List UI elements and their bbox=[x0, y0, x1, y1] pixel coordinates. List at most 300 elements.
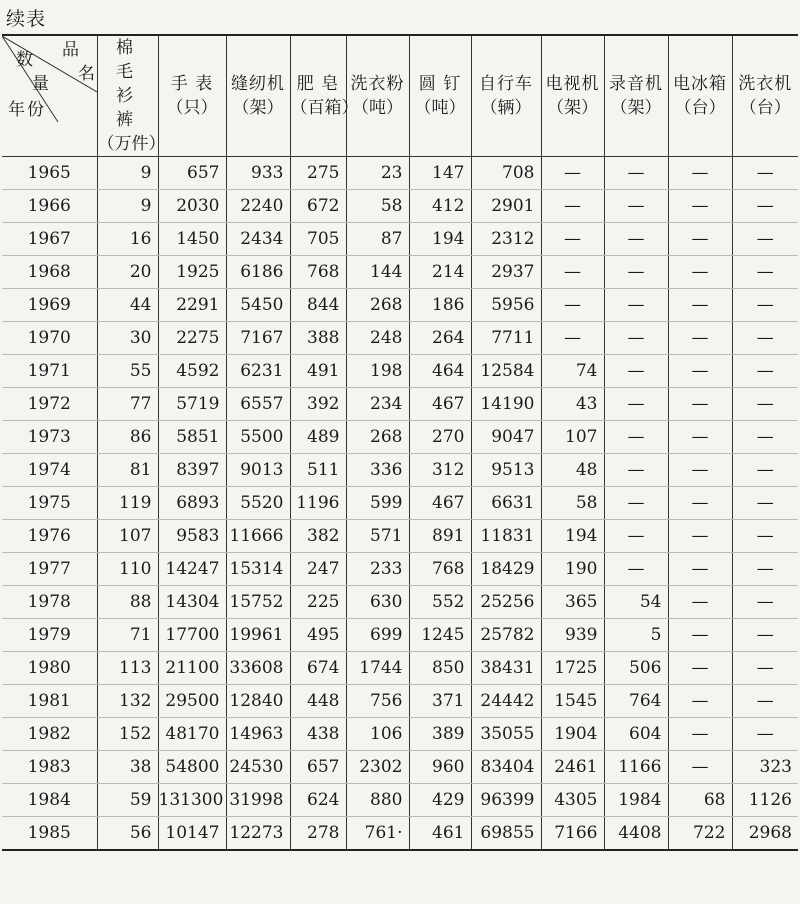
value-cell: — bbox=[668, 586, 732, 619]
value-cell: 214 bbox=[409, 256, 471, 289]
value-cell: — bbox=[732, 355, 798, 388]
value-cell: 2461 bbox=[541, 751, 604, 784]
col-name: 洗衣机 bbox=[738, 74, 793, 94]
value-cell: 674 bbox=[290, 652, 346, 685]
value-cell: 933 bbox=[226, 157, 290, 190]
table-header bbox=[2, 35, 798, 157]
value-cell: 4592 bbox=[158, 355, 226, 388]
value-cell: 194 bbox=[541, 520, 604, 553]
value-cell: 6557 bbox=[226, 388, 290, 421]
value-cell: — bbox=[541, 289, 604, 322]
value-cell: — bbox=[732, 157, 798, 190]
value-cell: 44 bbox=[97, 289, 158, 322]
col-unit: （架） bbox=[547, 98, 598, 118]
value-cell: 264 bbox=[409, 322, 471, 355]
value-cell: 86 bbox=[97, 421, 158, 454]
corner-label-year: 年份 bbox=[8, 100, 46, 120]
table-row bbox=[2, 454, 798, 487]
value-cell: 58 bbox=[346, 190, 409, 223]
value-cell: 2312 bbox=[471, 223, 541, 256]
value-cell: — bbox=[732, 388, 798, 421]
col-name: 电冰箱 bbox=[673, 74, 727, 94]
value-cell: 939 bbox=[541, 619, 604, 652]
value-cell: — bbox=[668, 256, 732, 289]
value-cell: 9583 bbox=[158, 520, 226, 553]
value-cell: — bbox=[668, 487, 732, 520]
value-cell: — bbox=[604, 553, 668, 586]
year-cell: 1970 bbox=[2, 322, 97, 355]
value-cell: — bbox=[604, 487, 668, 520]
value-cell: 19961 bbox=[226, 619, 290, 652]
value-cell: 6893 bbox=[158, 487, 226, 520]
value-cell: 18429 bbox=[471, 553, 541, 586]
table-caption: 续表 bbox=[6, 8, 47, 30]
year-cell: 1982 bbox=[2, 718, 97, 751]
value-cell: 190 bbox=[541, 553, 604, 586]
value-cell: 15314 bbox=[226, 553, 290, 586]
value-cell: 81 bbox=[97, 454, 158, 487]
table-body bbox=[2, 157, 798, 850]
value-cell: 2275 bbox=[158, 322, 226, 355]
corner-label-pin: 品 bbox=[62, 40, 79, 60]
value-cell: 38 bbox=[97, 751, 158, 784]
value-cell: 68 bbox=[668, 784, 732, 817]
value-cell: 464 bbox=[409, 355, 471, 388]
value-cell: 119 bbox=[97, 487, 158, 520]
value-cell: — bbox=[732, 454, 798, 487]
table-row bbox=[2, 157, 798, 190]
value-cell: 225 bbox=[290, 586, 346, 619]
table-row bbox=[2, 487, 798, 520]
value-cell: 699 bbox=[346, 619, 409, 652]
table-row bbox=[2, 652, 798, 685]
value-cell: 1450 bbox=[158, 223, 226, 256]
value-cell: 152 bbox=[97, 718, 158, 751]
corner-label-ming: 名 bbox=[78, 64, 95, 84]
value-cell: 1166 bbox=[604, 751, 668, 784]
value-cell: 7166 bbox=[541, 817, 604, 850]
table-row bbox=[2, 256, 798, 289]
year-cell: 1966 bbox=[2, 190, 97, 223]
col-name: 电视机 bbox=[545, 74, 600, 94]
table-row bbox=[2, 322, 798, 355]
value-cell: 365 bbox=[541, 586, 604, 619]
value-cell: 83404 bbox=[471, 751, 541, 784]
value-cell: 48170 bbox=[158, 718, 226, 751]
value-cell: 2240 bbox=[226, 190, 290, 223]
value-cell: 113 bbox=[97, 652, 158, 685]
value-cell: 278 bbox=[290, 817, 346, 850]
value-cell: 657 bbox=[158, 157, 226, 190]
value-cell: 268 bbox=[346, 421, 409, 454]
table-row bbox=[2, 421, 798, 454]
value-cell: 2968 bbox=[732, 817, 798, 850]
table-row bbox=[2, 223, 798, 256]
year-cell: 1968 bbox=[2, 256, 97, 289]
value-cell: — bbox=[668, 685, 732, 718]
value-cell: — bbox=[732, 289, 798, 322]
value-cell: 389 bbox=[409, 718, 471, 751]
value-cell: — bbox=[668, 289, 732, 322]
col-name: 圆 钉 bbox=[418, 74, 462, 94]
value-cell: 552 bbox=[409, 586, 471, 619]
value-cell: 708 bbox=[471, 157, 541, 190]
value-cell: — bbox=[604, 322, 668, 355]
value-cell: 4408 bbox=[604, 817, 668, 850]
value-cell: 1545 bbox=[541, 685, 604, 718]
value-cell: 1925 bbox=[158, 256, 226, 289]
value-cell: 20 bbox=[97, 256, 158, 289]
col-name: 肥 皂 bbox=[296, 74, 340, 94]
value-cell: 17700 bbox=[158, 619, 226, 652]
value-cell: 761· bbox=[346, 817, 409, 850]
value-cell: 1725 bbox=[541, 652, 604, 685]
col-name: 缝纫机 bbox=[231, 74, 285, 94]
value-cell: 24442 bbox=[471, 685, 541, 718]
col-name: 手 表 bbox=[170, 74, 214, 94]
value-cell: 29500 bbox=[158, 685, 226, 718]
value-cell: 77 bbox=[97, 388, 158, 421]
value-cell: 48 bbox=[541, 454, 604, 487]
value-cell: 2901 bbox=[471, 190, 541, 223]
value-cell: 248 bbox=[346, 322, 409, 355]
value-cell: — bbox=[668, 751, 732, 784]
value-cell: 2937 bbox=[471, 256, 541, 289]
header-row bbox=[2, 35, 798, 157]
col-header-refrigerator bbox=[668, 35, 732, 157]
value-cell: 10147 bbox=[158, 817, 226, 850]
col-header-tape-recorder bbox=[604, 35, 668, 157]
value-cell: 58 bbox=[541, 487, 604, 520]
value-cell: 11666 bbox=[226, 520, 290, 553]
value-cell: — bbox=[732, 223, 798, 256]
value-cell: 630 bbox=[346, 586, 409, 619]
value-cell: — bbox=[732, 586, 798, 619]
year-cell: 1976 bbox=[2, 520, 97, 553]
value-cell: 722 bbox=[668, 817, 732, 850]
value-cell: — bbox=[732, 685, 798, 718]
value-cell: 54800 bbox=[158, 751, 226, 784]
year-cell: 1981 bbox=[2, 685, 97, 718]
value-cell: 14963 bbox=[226, 718, 290, 751]
value-cell: — bbox=[732, 487, 798, 520]
table-row bbox=[2, 619, 798, 652]
value-cell: 506 bbox=[604, 652, 668, 685]
value-cell: 14304 bbox=[158, 586, 226, 619]
col-name: 棉毛衫裤 bbox=[115, 38, 139, 130]
value-cell: 59 bbox=[97, 784, 158, 817]
value-cell: 461 bbox=[409, 817, 471, 850]
value-cell: — bbox=[541, 190, 604, 223]
year-cell: 1965 bbox=[2, 157, 97, 190]
col-unit: （吨） bbox=[352, 98, 403, 118]
value-cell: 12584 bbox=[471, 355, 541, 388]
value-cell: 412 bbox=[409, 190, 471, 223]
col-header-detergent bbox=[346, 35, 409, 157]
value-cell: 5851 bbox=[158, 421, 226, 454]
value-cell: 571 bbox=[346, 520, 409, 553]
corner-label-shu: 数 bbox=[16, 50, 33, 70]
value-cell: 604 bbox=[604, 718, 668, 751]
value-cell: 764 bbox=[604, 685, 668, 718]
col-header-sewing-machine bbox=[226, 35, 290, 157]
value-cell: 429 bbox=[409, 784, 471, 817]
value-cell: — bbox=[668, 619, 732, 652]
col-unit: （辆） bbox=[480, 98, 532, 118]
value-cell: 392 bbox=[290, 388, 346, 421]
col-unit: （架） bbox=[232, 98, 284, 118]
value-cell: 2302 bbox=[346, 751, 409, 784]
value-cell: 1245 bbox=[409, 619, 471, 652]
value-cell: — bbox=[732, 652, 798, 685]
value-cell: 850 bbox=[409, 652, 471, 685]
year-cell: 1983 bbox=[2, 751, 97, 784]
value-cell: 198 bbox=[346, 355, 409, 388]
value-cell: 131300 bbox=[158, 784, 226, 817]
value-cell: 247 bbox=[290, 553, 346, 586]
value-cell: 323 bbox=[732, 751, 798, 784]
value-cell: 467 bbox=[409, 388, 471, 421]
value-cell: 132 bbox=[97, 685, 158, 718]
table-row bbox=[2, 586, 798, 619]
value-cell: — bbox=[668, 190, 732, 223]
value-cell: 467 bbox=[409, 487, 471, 520]
value-cell: 1126 bbox=[732, 784, 798, 817]
col-name: 洗衣粉 bbox=[350, 74, 405, 94]
table-row bbox=[2, 388, 798, 421]
value-cell: 8397 bbox=[158, 454, 226, 487]
value-cell: — bbox=[732, 190, 798, 223]
value-cell: — bbox=[604, 223, 668, 256]
value-cell: 880 bbox=[346, 784, 409, 817]
value-cell: — bbox=[732, 520, 798, 553]
value-cell: 110 bbox=[97, 553, 158, 586]
col-header-nails bbox=[409, 35, 471, 157]
value-cell: 14190 bbox=[471, 388, 541, 421]
value-cell: — bbox=[541, 322, 604, 355]
value-cell: — bbox=[541, 157, 604, 190]
value-cell: — bbox=[668, 388, 732, 421]
table-row bbox=[2, 520, 798, 553]
value-cell: 74 bbox=[541, 355, 604, 388]
value-cell: — bbox=[668, 223, 732, 256]
value-cell: — bbox=[604, 454, 668, 487]
value-cell: 5500 bbox=[226, 421, 290, 454]
table-row bbox=[2, 718, 798, 751]
value-cell: 15752 bbox=[226, 586, 290, 619]
value-cell: 194 bbox=[409, 223, 471, 256]
col-header-cotton-underwear bbox=[97, 35, 166, 157]
table-row bbox=[2, 751, 798, 784]
col-header-washing-machine bbox=[732, 35, 798, 157]
value-cell: 25782 bbox=[471, 619, 541, 652]
table-row bbox=[2, 553, 798, 586]
value-cell: 268 bbox=[346, 289, 409, 322]
value-cell: 23 bbox=[346, 157, 409, 190]
value-cell: — bbox=[732, 322, 798, 355]
col-unit: （万件） bbox=[97, 134, 166, 154]
value-cell: 144 bbox=[346, 256, 409, 289]
col-unit: （百箱） bbox=[290, 98, 359, 118]
production-statistics-table bbox=[2, 34, 798, 851]
value-cell: 657 bbox=[290, 751, 346, 784]
value-cell: 186 bbox=[409, 289, 471, 322]
value-cell: — bbox=[604, 421, 668, 454]
col-name: 录音机 bbox=[609, 74, 663, 94]
value-cell: 55 bbox=[97, 355, 158, 388]
value-cell: — bbox=[541, 223, 604, 256]
value-cell: 489 bbox=[290, 421, 346, 454]
value-cell: — bbox=[541, 256, 604, 289]
col-unit: （只） bbox=[166, 98, 218, 118]
value-cell: 9 bbox=[97, 157, 158, 190]
value-cell: 12840 bbox=[226, 685, 290, 718]
value-cell: 371 bbox=[409, 685, 471, 718]
table-row bbox=[2, 784, 798, 817]
value-cell: 275 bbox=[290, 157, 346, 190]
value-cell: 71 bbox=[97, 619, 158, 652]
value-cell: 495 bbox=[290, 619, 346, 652]
value-cell: — bbox=[604, 256, 668, 289]
value-cell: 233 bbox=[346, 553, 409, 586]
value-cell: 511 bbox=[290, 454, 346, 487]
table-row bbox=[2, 190, 798, 223]
value-cell: 891 bbox=[409, 520, 471, 553]
table-row bbox=[2, 289, 798, 322]
value-cell: — bbox=[668, 322, 732, 355]
value-cell: 6186 bbox=[226, 256, 290, 289]
col-header-bicycle bbox=[471, 35, 541, 157]
value-cell: — bbox=[668, 718, 732, 751]
value-cell: 1984 bbox=[604, 784, 668, 817]
value-cell: 388 bbox=[290, 322, 346, 355]
value-cell: — bbox=[732, 256, 798, 289]
year-cell: 1985 bbox=[2, 817, 97, 850]
value-cell: 54 bbox=[604, 586, 668, 619]
col-header-television bbox=[541, 35, 604, 157]
value-cell: 7711 bbox=[471, 322, 541, 355]
col-unit: （台） bbox=[674, 98, 726, 118]
value-cell: — bbox=[668, 553, 732, 586]
value-cell: 9013 bbox=[226, 454, 290, 487]
value-cell: — bbox=[604, 388, 668, 421]
col-name: 自行车 bbox=[479, 74, 533, 94]
year-cell: 1984 bbox=[2, 784, 97, 817]
value-cell: 1744 bbox=[346, 652, 409, 685]
value-cell: 9 bbox=[97, 190, 158, 223]
value-cell: 9513 bbox=[471, 454, 541, 487]
value-cell: 1904 bbox=[541, 718, 604, 751]
value-cell: 21100 bbox=[158, 652, 226, 685]
value-cell: — bbox=[604, 520, 668, 553]
col-header-watch bbox=[158, 35, 226, 157]
value-cell: — bbox=[604, 157, 668, 190]
value-cell: — bbox=[604, 190, 668, 223]
col-unit: （架） bbox=[610, 98, 662, 118]
value-cell: 11831 bbox=[471, 520, 541, 553]
year-cell: 1974 bbox=[2, 454, 97, 487]
corner-label-liang: 量 bbox=[32, 74, 49, 94]
value-cell: 107 bbox=[97, 520, 158, 553]
year-cell: 1967 bbox=[2, 223, 97, 256]
value-cell: 14247 bbox=[158, 553, 226, 586]
value-cell: 2434 bbox=[226, 223, 290, 256]
value-cell: 106 bbox=[346, 718, 409, 751]
year-cell: 1980 bbox=[2, 652, 97, 685]
value-cell: 768 bbox=[409, 553, 471, 586]
value-cell: 1196 bbox=[290, 487, 346, 520]
value-cell: 38431 bbox=[471, 652, 541, 685]
value-cell: 30 bbox=[97, 322, 158, 355]
value-cell: — bbox=[732, 553, 798, 586]
value-cell: 88 bbox=[97, 586, 158, 619]
year-cell: 1977 bbox=[2, 553, 97, 586]
value-cell: 2030 bbox=[158, 190, 226, 223]
value-cell: 2291 bbox=[158, 289, 226, 322]
col-unit: （台） bbox=[739, 98, 791, 118]
value-cell: 87 bbox=[346, 223, 409, 256]
year-cell: 1969 bbox=[2, 289, 97, 322]
value-cell: 448 bbox=[290, 685, 346, 718]
value-cell: 438 bbox=[290, 718, 346, 751]
value-cell: 33608 bbox=[226, 652, 290, 685]
value-cell: 5520 bbox=[226, 487, 290, 520]
value-cell: 35055 bbox=[471, 718, 541, 751]
value-cell: 4305 bbox=[541, 784, 604, 817]
value-cell: — bbox=[604, 355, 668, 388]
value-cell: 7167 bbox=[226, 322, 290, 355]
value-cell: — bbox=[668, 355, 732, 388]
value-cell: — bbox=[732, 718, 798, 751]
value-cell: 844 bbox=[290, 289, 346, 322]
value-cell: — bbox=[668, 157, 732, 190]
value-cell: 5956 bbox=[471, 289, 541, 322]
value-cell: 382 bbox=[290, 520, 346, 553]
year-cell: 1979 bbox=[2, 619, 97, 652]
value-cell: 599 bbox=[346, 487, 409, 520]
value-cell: 705 bbox=[290, 223, 346, 256]
year-cell: 1973 bbox=[2, 421, 97, 454]
value-cell: 270 bbox=[409, 421, 471, 454]
value-cell: 56 bbox=[97, 817, 158, 850]
value-cell: — bbox=[668, 421, 732, 454]
corner-header-cell bbox=[2, 35, 97, 157]
col-unit: （吨） bbox=[414, 98, 466, 118]
value-cell: 16 bbox=[97, 223, 158, 256]
value-cell: 6631 bbox=[471, 487, 541, 520]
value-cell: 756 bbox=[346, 685, 409, 718]
value-cell: 31998 bbox=[226, 784, 290, 817]
value-cell: 672 bbox=[290, 190, 346, 223]
year-cell: 1971 bbox=[2, 355, 97, 388]
value-cell: — bbox=[732, 619, 798, 652]
table-row bbox=[2, 355, 798, 388]
value-cell: 147 bbox=[409, 157, 471, 190]
year-cell: 1972 bbox=[2, 388, 97, 421]
value-cell: 107 bbox=[541, 421, 604, 454]
value-cell: 6231 bbox=[226, 355, 290, 388]
table-row bbox=[2, 685, 798, 718]
value-cell: — bbox=[668, 454, 732, 487]
year-cell: 1975 bbox=[2, 487, 97, 520]
value-cell: 24530 bbox=[226, 751, 290, 784]
value-cell: 491 bbox=[290, 355, 346, 388]
table-row bbox=[2, 817, 798, 850]
value-cell: 960 bbox=[409, 751, 471, 784]
value-cell: 96399 bbox=[471, 784, 541, 817]
value-cell: — bbox=[668, 652, 732, 685]
value-cell: 25256 bbox=[471, 586, 541, 619]
